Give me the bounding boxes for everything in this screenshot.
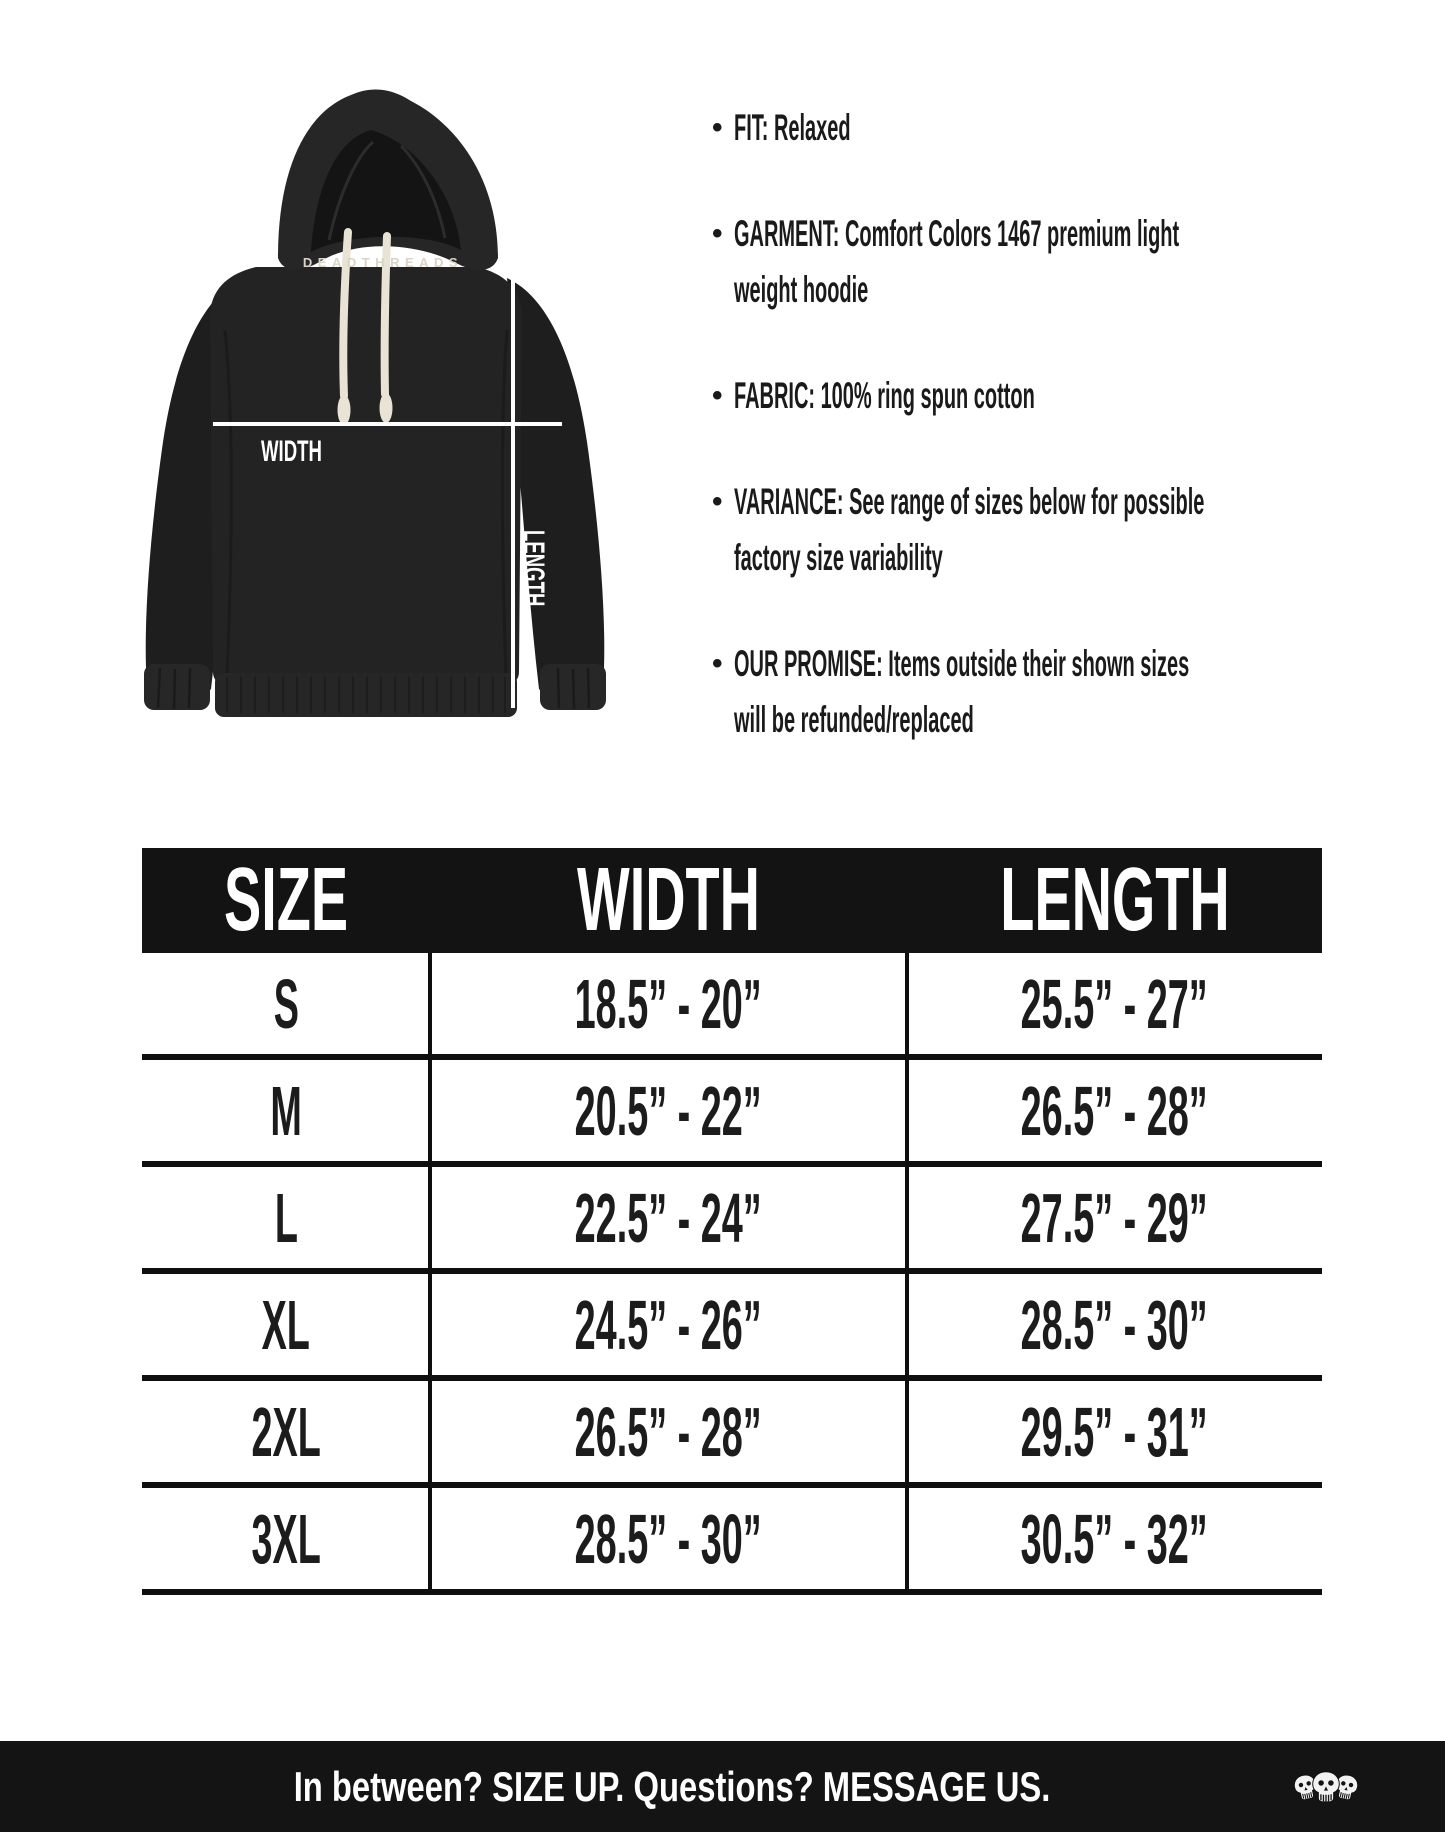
bullet-garment [712,206,1232,318]
bullet-garment-line2: weight hoodie [734,269,869,310]
width-cell: 18.5” - 20” [574,964,763,1043]
bullet-dot: • [712,379,723,412]
footer-message-text: In between? SIZE UP. Questions? MESSAGE US. [294,1762,1051,1810]
hoodie-body [210,267,522,687]
table-row-3xl [142,1488,1322,1595]
bullet-promise-line2: will be refunded/replaced [734,699,974,740]
size-cell: S [273,964,299,1043]
size-cell: XL [261,1285,311,1364]
hoodie-product-image [115,75,625,735]
footer-bar [0,1741,1445,1832]
length-cell: 29.5” - 31” [1020,1392,1209,1471]
table-column-divider [428,953,432,1595]
bullet-garment-line1: GARMENT: Comfort Colors 1467 premium light [734,213,1180,254]
bullet-dot: • [712,217,723,250]
bullet-fabric [712,368,1232,424]
bullet-dot: • [712,485,723,518]
width-cell: 26.5” - 28” [574,1392,763,1471]
bullet-variance-line2: factory size variability [734,537,943,578]
three-skulls-icon [1288,1760,1364,1814]
size-cell: 3XL [251,1499,321,1578]
table-column-divider [905,953,909,1595]
length-cell: 28.5” - 30” [1020,1285,1209,1364]
bullet-dot: • [712,111,723,144]
bullet-fit-text: FIT: Relaxed [734,107,851,148]
table-row-2xl [142,1381,1322,1488]
size-cell: L [274,1178,298,1257]
bullet-dot: • [712,647,723,680]
width-measure-label: WIDTH [261,434,322,469]
size-cell: 2XL [251,1392,321,1471]
brand-logo-text: DEADTHREADS [302,255,464,270]
drawstring-right-tip [380,393,393,423]
bullet-promise-line1: OUR PROMISE: Items outside their shown sizes [734,643,1190,684]
table-header-row [142,848,1322,953]
width-cell: 22.5” - 24” [574,1178,763,1257]
hoodie-illustration [115,75,625,735]
length-measure-label: LENGTH [516,530,551,607]
bullet-variance [712,474,1232,586]
table-row-s [142,953,1322,1060]
bullet-promise [712,636,1232,748]
table-body [142,953,1322,1595]
width-cell: 24.5” - 26” [574,1285,763,1364]
length-measure-label-group [517,530,551,606]
bullet-fabric-text: FABRIC: 100% ring spun cotton [734,375,1035,416]
width-cell: 20.5” - 22” [574,1071,763,1150]
width-cell: 28.5” - 30” [574,1499,763,1578]
table-row-m [142,1060,1322,1167]
length-cell: 25.5” - 27” [1020,964,1209,1043]
size-cell: M [270,1071,302,1150]
length-cell: 30.5” - 32” [1020,1499,1209,1578]
length-cell: 26.5” - 28” [1020,1071,1209,1150]
footer-message [0,1741,1345,1832]
length-cell: 27.5” - 29” [1020,1178,1209,1257]
table-header-length: LENGTH [999,850,1230,950]
table-row-xl [142,1274,1322,1381]
hoodie-left-cuff [144,664,210,710]
table-row-l [142,1167,1322,1274]
width-measure-label-group [261,435,322,469]
table-header-width: WIDTH [577,850,760,950]
size-chart-table [142,848,1322,1595]
table-header-size: SIZE [223,850,349,950]
bullet-variance-line1: VARIANCE: See range of sizes below for possible [734,481,1205,522]
drawstring-left-tip [338,395,351,425]
product-details-list [712,100,1232,798]
bullet-fit [712,100,1232,156]
